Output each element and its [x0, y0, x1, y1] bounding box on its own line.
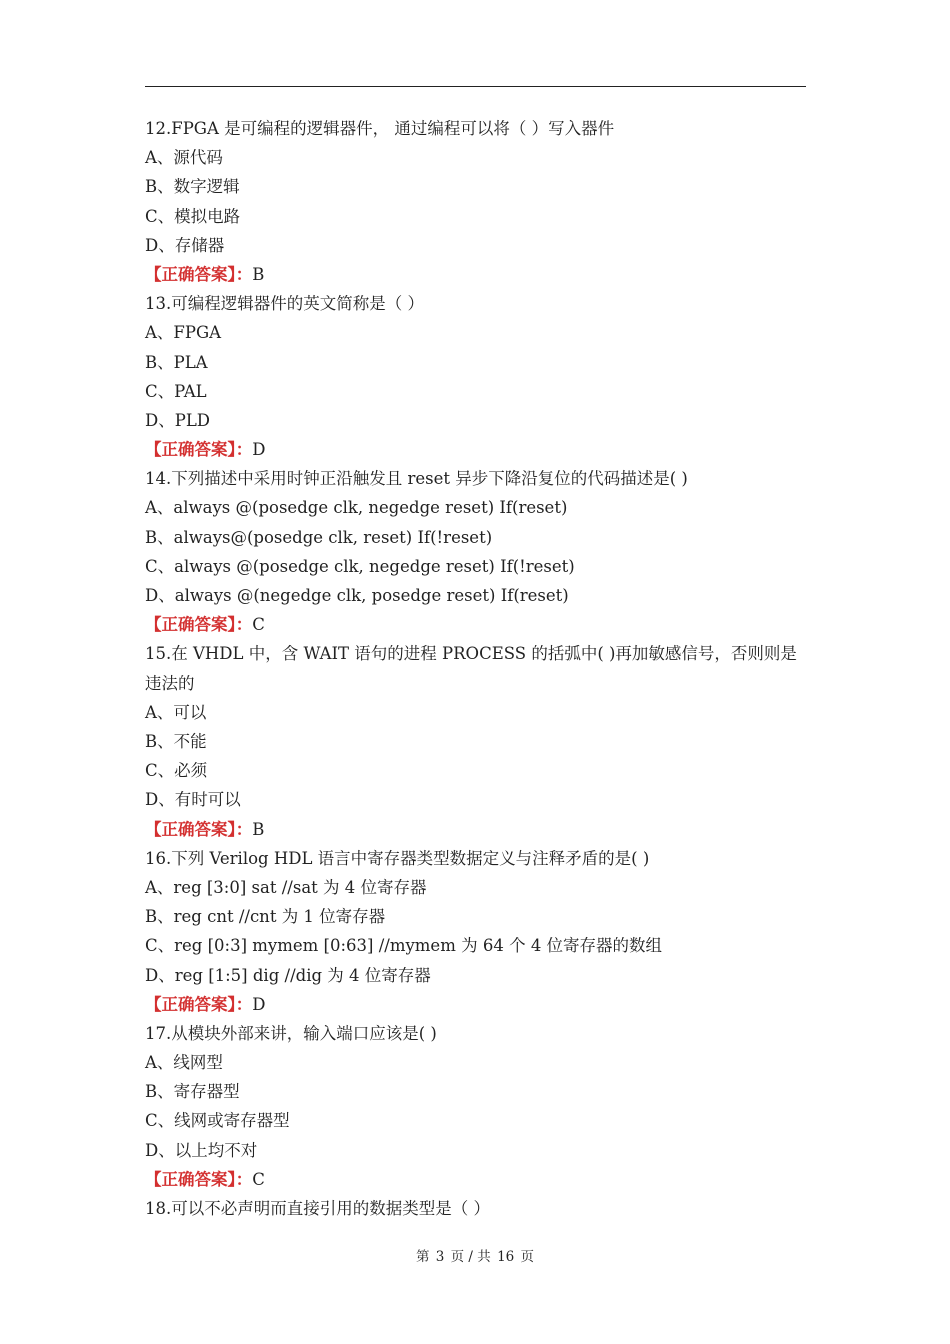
option: D、以上均不对	[145, 1140, 258, 1160]
question-text: 18.可以不必声明而直接引用的数据类型是（ ）	[145, 1199, 490, 1219]
footer-suffix: 页	[520, 1249, 535, 1265]
footer-prefix: 第	[415, 1249, 430, 1265]
option: C、reg [0:3] mymem [0:63] //mymem 为 64 个 4 位寄存器的数组	[145, 936, 663, 956]
question-text: 12.FPGA 是可编程的逻辑器件， 通过编程可以将（ ）写入器件	[145, 119, 615, 138]
answer-label: 【正确答案】：	[145, 994, 253, 1014]
page-footer	[0, 1245, 950, 1265]
answer-line	[145, 815, 806, 844]
option: B、reg cnt //cnt 为 1 位寄存器	[145, 907, 386, 927]
question-list	[145, 114, 806, 1223]
answer-line	[145, 260, 806, 289]
answer-value: B	[252, 819, 265, 839]
question-text: 14.下列描述中采用时钟正沿触发且 reset 异步下降沿复位的代码描述是( )	[145, 469, 688, 489]
question-block	[145, 464, 806, 639]
question-block	[145, 1194, 806, 1223]
answer-value: C	[252, 615, 265, 635]
option: A、always @(posedge clk, negedge reset) If(reset)	[145, 498, 568, 518]
answer-label: 【正确答案】：	[145, 440, 253, 460]
answer-line	[145, 610, 806, 639]
question-text: 16.下列 Verilog HDL 语言中寄存器类型数据定义与注释矛盾的是( )	[145, 848, 650, 868]
question-text: 13.可编程逻辑器件的英文简称是（ ）	[145, 294, 424, 314]
option: D、有时可以	[145, 790, 241, 810]
footer-page-number: 3	[435, 1249, 445, 1265]
question-block	[145, 1019, 806, 1194]
option: C、必须	[145, 761, 208, 781]
option: D、reg [1:5] dig //dig 为 4 位寄存器	[145, 965, 431, 985]
question-block	[145, 844, 806, 1019]
question-text: 15.在 VHDL 中，含 WAIT 语句的进程 PROCESS 的括弧中( )再加敏感信号，否则则是违法的	[145, 644, 797, 693]
answer-line	[145, 990, 806, 1019]
question-block	[145, 639, 806, 843]
question-block	[145, 289, 806, 464]
option: B、寄存器型	[145, 1082, 240, 1102]
option: B、数字逻辑	[145, 177, 240, 197]
option: C、线网或寄存器型	[145, 1111, 290, 1131]
footer-total-pages: 16	[497, 1249, 515, 1265]
option: D、always @(negedge clk, posedge reset) If(reset)	[145, 586, 569, 606]
question-block	[145, 114, 806, 289]
option: A、线网型	[145, 1053, 223, 1073]
answer-label: 【正确答案】：	[145, 1169, 253, 1189]
option: A、FPGA	[145, 323, 222, 343]
option: A、reg [3:0] sat //sat 为 4 位寄存器	[145, 877, 427, 897]
answer-label: 【正确答案】：	[145, 615, 253, 635]
answer-label: 【正确答案】：	[145, 264, 253, 284]
option: B、不能	[145, 732, 207, 752]
question-text: 17.从模块外部来讲，输入端口应该是( )	[145, 1023, 437, 1043]
answer-line	[145, 435, 806, 464]
option: C、always @(posedge clk, negedge reset) If(!reset)	[145, 556, 575, 576]
answer-value: D	[252, 440, 266, 460]
option: D、PLD	[145, 410, 211, 430]
answer-value: C	[252, 1169, 265, 1189]
option: C、PAL	[145, 381, 207, 401]
option: A、可以	[145, 702, 207, 722]
header-rule	[145, 86, 806, 87]
option: B、PLA	[145, 352, 208, 372]
option: D、存储器	[145, 235, 225, 255]
option: A、源代码	[145, 148, 223, 168]
answer-value: B	[252, 264, 265, 284]
answer-line	[145, 1165, 806, 1194]
answer-label: 【正确答案】：	[145, 819, 253, 839]
answer-value: D	[252, 994, 266, 1014]
option: B、always@(posedge clk, reset) If(!reset)	[145, 527, 493, 547]
option: C、模拟电路	[145, 206, 241, 226]
footer-mid: 页 / 共	[450, 1249, 491, 1265]
